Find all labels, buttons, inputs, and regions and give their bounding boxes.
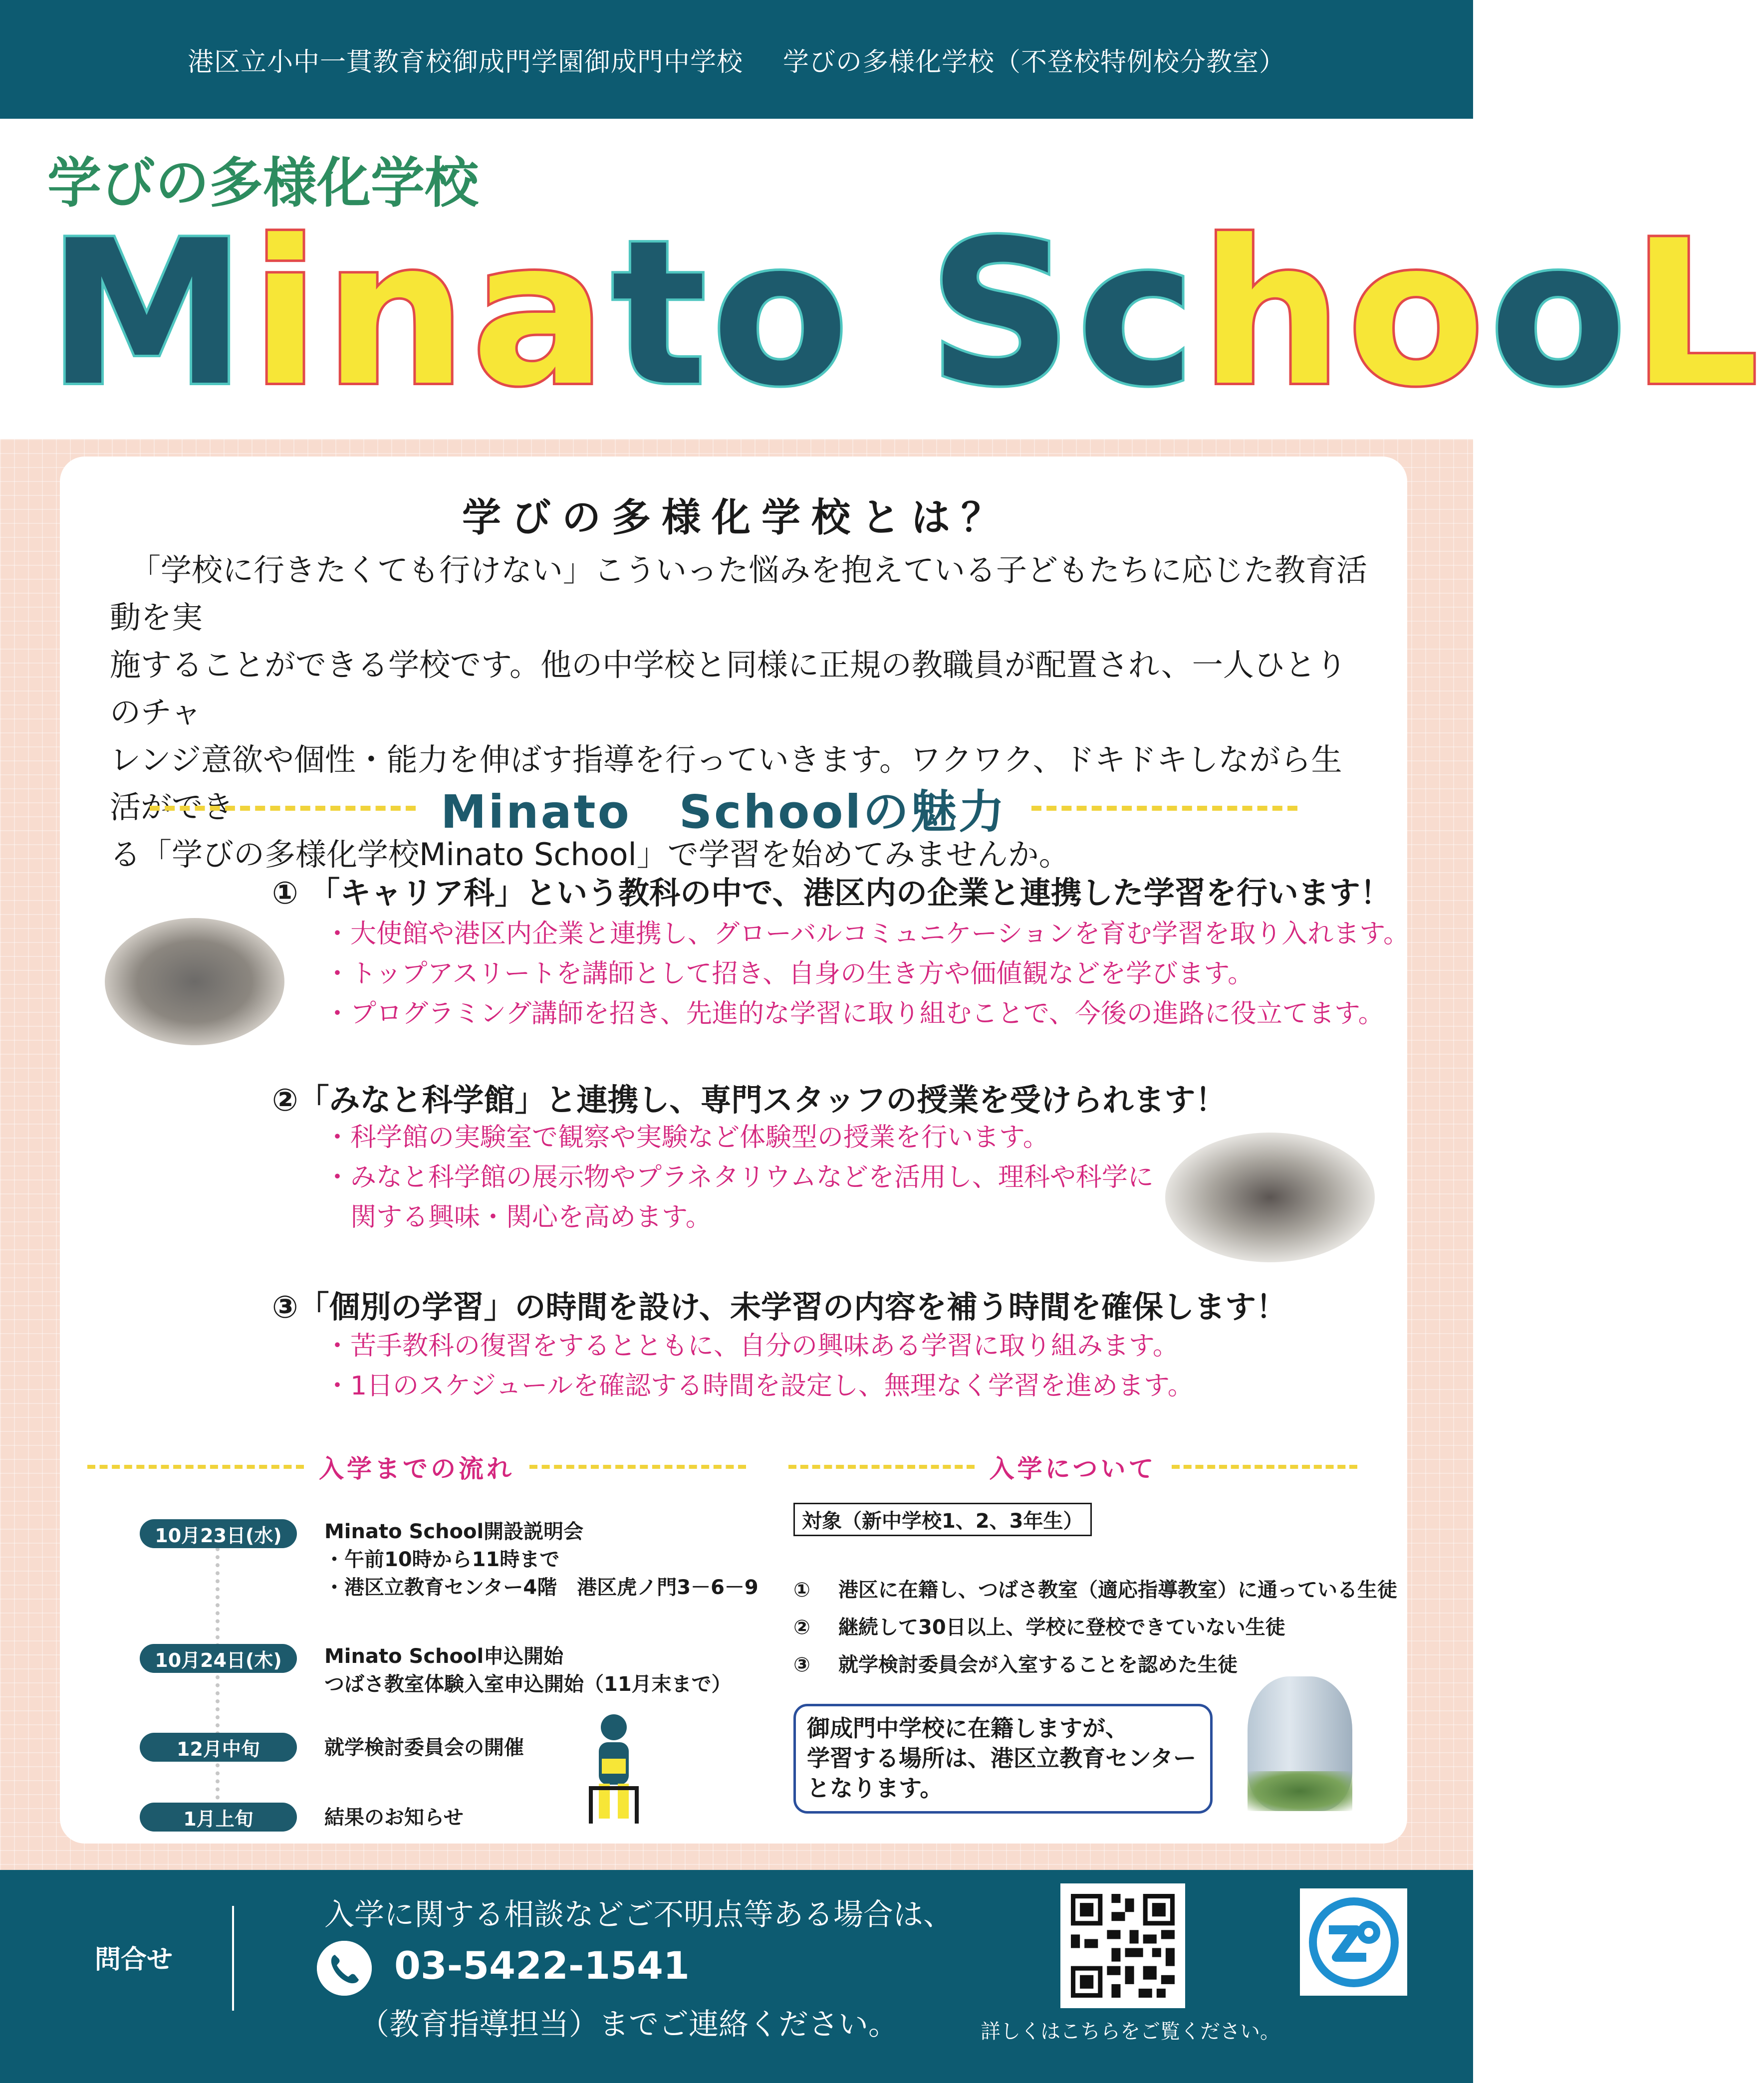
point-1-title: ① 「キャリア科」という教科の中で、港区内の企業と連携した学習を行います！ bbox=[272, 875, 1391, 911]
bullet-item: ・1日のスケジュールを確認する時間を設定し、無理なく学習を進めます。 bbox=[324, 1371, 1194, 1401]
condition-number: ① bbox=[793, 1579, 810, 1602]
bullet-item: ・苦手教科の復習をするとともに、自分の興味ある学習に取り組みます。 bbox=[324, 1331, 1179, 1361]
career-class-photo bbox=[105, 918, 284, 1045]
timeline-item bbox=[324, 1642, 732, 1698]
note-line: 学習する場所は、港区立教育センター bbox=[807, 1745, 1197, 1772]
about-heading: 学びの多様化学校とは？ bbox=[462, 495, 1011, 540]
point-2-bullets bbox=[324, 1118, 1154, 1237]
date-badge: 12月中旬 bbox=[140, 1733, 297, 1762]
date-badge: 10月23日(水) bbox=[140, 1519, 297, 1548]
contact-text: 入学に関する相談などご不明点等ある場合は、 bbox=[324, 1897, 953, 1932]
target-label: 対象（新中学校1、2、3年生） bbox=[793, 1503, 1092, 1536]
flow-heading: 入学までの流れ bbox=[319, 1454, 514, 1483]
bullet-item: ・トップアスリートを講師として招き、自身の生き方や価値観などを学びます。 bbox=[324, 959, 1254, 989]
timeline-item bbox=[324, 1804, 464, 1832]
condition-text: 港区に在籍し、つばさ教室（適応指導教室）に通っている生徒 bbox=[838, 1579, 1397, 1602]
branch-name: 学びの多様化学校（不登校特例校分教室） bbox=[783, 47, 1286, 77]
point-2-title: ②「みなと科学館」と連携し、専門スタッフの授業を受けられます！ bbox=[272, 1082, 1227, 1118]
admission-heading: 入学について bbox=[989, 1454, 1157, 1483]
timeline-text: つばさ教室体験入室申込開始（11月末まで） bbox=[324, 1673, 732, 1696]
point-3-bullets bbox=[324, 1326, 1194, 1406]
title-letter: L bbox=[1631, 198, 1764, 430]
condition-text: 就学検討委員会が入室することを認めた生徒 bbox=[838, 1653, 1238, 1676]
flow-heading-row bbox=[87, 1449, 746, 1484]
timeline-text: 就学検討委員会の開催 bbox=[324, 1736, 524, 1759]
timeline-text: 結果のお知らせ bbox=[324, 1806, 464, 1829]
point-1-bullets bbox=[324, 914, 1409, 1034]
dashed-divider bbox=[1031, 806, 1297, 811]
bullet-item: ・大使館や港区内企業と連携し、グローバルコミュニケーションを育む学習を取り入れます。 bbox=[324, 919, 1410, 949]
timeline-connector bbox=[216, 1539, 220, 1824]
timeline-text: ・港区立教育センター4階 港区虎ノ門3－6－9 bbox=[324, 1576, 758, 1599]
students-photo bbox=[1165, 1133, 1375, 1262]
note-line: となります。 bbox=[807, 1775, 943, 1802]
location-note bbox=[793, 1704, 1213, 1814]
about-line: 施することができる学校です。他の中学校と同様に正規の教職員が配置され、一人ひとりのチャ bbox=[110, 647, 1347, 730]
dashed-divider bbox=[788, 1465, 975, 1469]
about-line: 「学校に行きたくても行けない」こういった悩みを抱えている子どもたちに応じた教育活動を実 bbox=[110, 552, 1368, 636]
title-letter: t bbox=[611, 198, 712, 430]
minato-city-logo bbox=[1300, 1888, 1407, 1996]
admission-heading-row bbox=[788, 1449, 1357, 1484]
qr-caption: 詳しくはこちらをご覧ください。 bbox=[981, 2020, 1280, 2043]
dashed-divider bbox=[529, 1465, 746, 1469]
phone-number[interactable]: 03-5422-1541 bbox=[394, 1943, 690, 1988]
title-letter: o bbox=[712, 198, 854, 430]
condition-number: ② bbox=[793, 1616, 810, 1639]
page-subtitle: 学びの多様化学校 bbox=[47, 152, 479, 215]
title-letter: n bbox=[324, 198, 472, 430]
dashed-divider bbox=[1172, 1465, 1358, 1469]
minato-logo-icon bbox=[1306, 1895, 1401, 1990]
appeal-heading-row bbox=[150, 778, 1297, 838]
contact-text: （教育指導担当）までご連絡ください。 bbox=[359, 2007, 898, 2042]
bullet-item: ・みなと科学館の展示物やプラネタリウムなどを活用し、理科や科学に bbox=[324, 1162, 1154, 1192]
condition-item bbox=[793, 1574, 1397, 1603]
dashed-divider bbox=[150, 806, 416, 811]
timeline-item bbox=[324, 1518, 758, 1602]
condition-text: 継続して30日以上、学校に登校できていない生徒 bbox=[838, 1616, 1285, 1639]
title-letter: i bbox=[251, 198, 325, 430]
title-space bbox=[854, 198, 928, 430]
dashed-divider bbox=[87, 1465, 304, 1469]
qr-code-icon[interactable] bbox=[1060, 1883, 1185, 2008]
about-line: る「学びの多様化学校Minato School」で学習を始めてみませんか。 bbox=[110, 836, 1070, 873]
phone-icon bbox=[317, 1941, 372, 1996]
title-letter: c bbox=[1077, 198, 1201, 430]
header-bar bbox=[0, 0, 1473, 119]
school-name: 港区立小中一貫教育校御成門学園御成門中学校 bbox=[187, 47, 743, 77]
date-badge: 10月24日(木) bbox=[140, 1644, 297, 1673]
title-letter: o bbox=[1347, 198, 1490, 430]
title-letter: a bbox=[471, 198, 611, 430]
student-reading-icon bbox=[584, 1711, 644, 1826]
condition-item bbox=[793, 1649, 1238, 1677]
contact-label: 問合せ bbox=[95, 1945, 173, 1975]
timeline-text: Minato School申込開始 bbox=[324, 1645, 564, 1668]
about-line: レンジ意欲や個性・能力を伸ばす指導を行っていきます。ワクワク、ドキドキしながら生活ができ bbox=[110, 741, 1342, 825]
bullet-item: ・プログラミング講師を招き、先進的な学習に取り組むことで、今後の進路に役立てます。 bbox=[324, 999, 1384, 1029]
title-letter: S bbox=[928, 198, 1077, 430]
condition-item bbox=[793, 1612, 1285, 1640]
bullet-item: ・科学館の実験室で観察や実験など体験型の授業を行います。 bbox=[324, 1123, 1049, 1153]
education-center-photo bbox=[1248, 1676, 1352, 1811]
title-letter: h bbox=[1200, 198, 1348, 430]
page-title bbox=[47, 198, 1764, 430]
condition-number: ③ bbox=[793, 1653, 810, 1676]
title-letter: o bbox=[1489, 198, 1632, 430]
appeal-heading: Minato Schoolの魅力 bbox=[440, 785, 1007, 839]
timeline-text: ・午前10時から11時まで bbox=[324, 1548, 560, 1571]
timeline-item bbox=[324, 1734, 524, 1762]
contact-divider bbox=[232, 1906, 234, 2011]
bullet-item: 関する興味・関心を高めます。 bbox=[324, 1202, 712, 1232]
title-letter: M bbox=[47, 198, 252, 430]
date-badge: 1月上旬 bbox=[140, 1803, 297, 1832]
timeline-text: Minato School開設説明会 bbox=[324, 1520, 584, 1543]
point-3-title: ③「個別の学習」の時間を設け、未学習の内容を補う時間を確保します！ bbox=[272, 1289, 1287, 1325]
note-line: 御成門中学校に在籍しますが、 bbox=[807, 1715, 1128, 1742]
